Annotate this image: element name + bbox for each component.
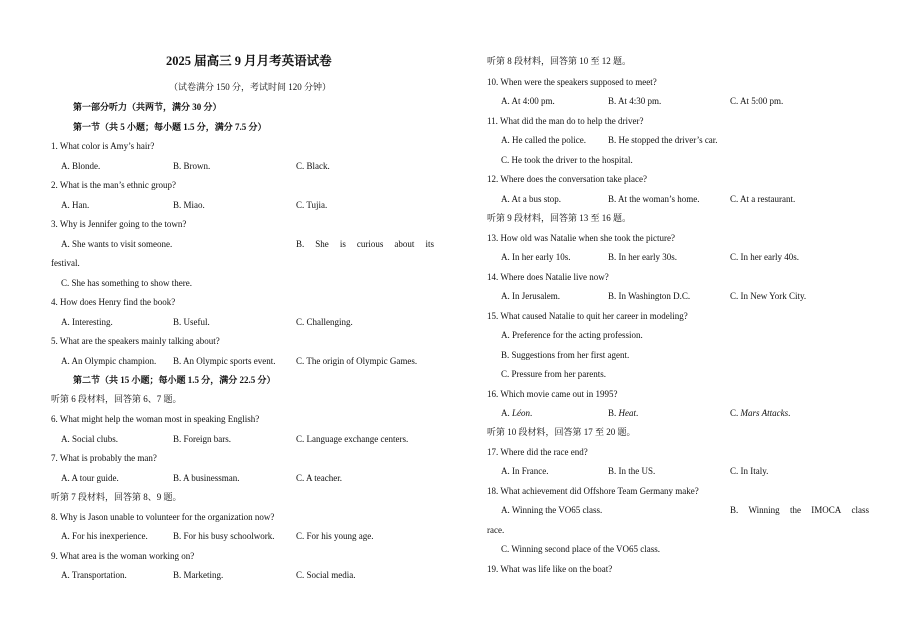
q4-option-c: C. Challenging. (296, 317, 353, 327)
q3-option-b-wrap: festival. (51, 258, 80, 268)
q12-option-b: B. At the woman’s home. (608, 194, 700, 204)
q3-option-b-word: is (339, 239, 346, 249)
q16-option-c-prefix: C. (730, 408, 741, 418)
q16-option-a-prefix: A. (501, 408, 512, 418)
q16-option-a-title: Léon (512, 408, 530, 418)
q4-option-a: A. Interesting. (61, 317, 113, 327)
part1-heading: 第一部分听力（共两节，满分 30 分） (73, 102, 222, 112)
exam-subtitle: （试卷满分 150 分，考试时间 120 分钟） (169, 82, 332, 92)
q10-text: 10. When were the speakers supposed to meet? (487, 77, 657, 87)
q14-option-a: A. In Jerusalem. (501, 291, 560, 301)
q16-option-a (501, 407, 532, 419)
q16-option-b-dot: . (636, 408, 639, 418)
q7-option-b: B. A businessman. (173, 473, 240, 483)
material-8-instruction: 听第 8 段材料，回答第 10 至 12 题。 (487, 56, 632, 66)
q18-text: 18. What achievement did Offshore Team Germany make? (487, 486, 699, 496)
q12-option-c: C. At a restaurant. (730, 194, 796, 204)
q5-option-c: C. The origin of Olympic Games. (296, 356, 418, 366)
q5-option-b: B. An Olympic sports event. (173, 356, 276, 366)
q2-option-b: B. Miao. (173, 200, 205, 210)
q6-option-c: C. Language exchange centers. (296, 434, 409, 444)
q3-option-b-word: She (315, 239, 329, 249)
q18-option-b-word: the (789, 505, 801, 515)
q18-option-b-wrap: race. (487, 525, 505, 535)
material-6-instruction: 听第 6 段材料，回答第 6、7 题。 (51, 394, 182, 404)
q18-option-b (730, 504, 869, 516)
q12-option-a: A. At a bus stop. (501, 194, 562, 204)
q18-option-b-word: class (851, 505, 869, 515)
q6-option-a: A. Social clubs. (61, 434, 118, 444)
q8-option-c: C. For his young age. (296, 531, 374, 541)
q1-text: 1. What color is Amy’s hair? (51, 141, 155, 151)
q9-option-c: C. Social media. (296, 570, 356, 580)
q7-option-c: C. A teacher. (296, 473, 342, 483)
q5-option-a: A. An Olympic champion. (61, 356, 157, 366)
q1-option-c: C. Black. (296, 161, 330, 171)
q13-option-a: A. In her early 10s. (501, 252, 571, 262)
q8-option-b: B. For his busy schoolwork. (173, 531, 275, 541)
q15-option-b: B. Suggestions from her first agent. (501, 350, 630, 360)
q16-option-c-dot: . (788, 408, 791, 418)
q11-option-a: A. He called the police. (501, 135, 586, 145)
q3-option-b-word: curious (356, 239, 384, 249)
q8-option-a: A. For his inexperience. (61, 531, 148, 541)
q7-option-a: A. A tour guide. (61, 473, 119, 483)
q15-option-c: C. Pressure from her parents. (501, 369, 606, 379)
q11-option-b: B. He stopped the driver’s car. (608, 135, 718, 145)
q6-text: 6. What might help the woman most in speaking English? (51, 414, 260, 424)
q15-text: 15. What caused Natalie to quit her career in modeling? (487, 311, 688, 321)
q2-option-c: C. Tujia. (296, 200, 328, 210)
q18-option-b-word: B. (730, 505, 739, 515)
material-7-instruction: 听第 7 段材料，回答第 8、9 题。 (51, 492, 182, 502)
q10-option-b: B. At 4:30 pm. (608, 96, 662, 106)
q18-option-a: A. Winning the VO65 class. (501, 505, 603, 515)
q16-option-b-title: Heat (618, 408, 637, 418)
section1-heading: 第一节（共 5 小题；每小题 1.5 分，满分 7.5 分） (73, 122, 267, 132)
q1-option-a: A. Blonde. (61, 161, 101, 171)
q18-option-c: C. Winning second place of the VO65 class. (501, 544, 661, 554)
material-9-instruction: 听第 9 段材料，回答第 13 至 16 题。 (487, 213, 632, 223)
q14-text: 14. Where does Natalie live now? (487, 272, 609, 282)
q10-option-a: A. At 4:00 pm. (501, 96, 555, 106)
q18-option-b-word: IMOCA (811, 505, 842, 515)
q3-option-b (296, 238, 434, 250)
q18-option-b-word: Winning (748, 505, 780, 515)
q16-text: 16. Which movie came out in 1995? (487, 389, 618, 399)
exam-title: 2025 届高三 9 月月考英语试卷 (166, 54, 332, 68)
q6-option-b: B. Foreign bars. (173, 434, 231, 444)
q13-option-c: C. In her early 40s. (730, 252, 799, 262)
q4-text: 4. How does Henry find the book? (51, 297, 176, 307)
q9-option-a: A. Transportation. (61, 570, 127, 580)
q4-option-b: B. Useful. (173, 317, 210, 327)
q1-option-b: B. Brown. (173, 161, 211, 171)
q8-text: 8. Why is Jason unable to volunteer for the organization now? (51, 512, 275, 522)
material-10-instruction: 听第 10 段材料，回答第 17 至 20 题。 (487, 427, 636, 437)
q3-option-b-word: about (394, 239, 415, 249)
q17-option-c: C. In Italy. (730, 466, 769, 476)
q3-text: 3. Why is Jennifer going to the town? (51, 219, 187, 229)
q7-text: 7. What is probably the man? (51, 453, 157, 463)
q14-option-c: C. In New York City. (730, 291, 807, 301)
q10-option-c: C. At 5:00 pm. (730, 96, 784, 106)
q9-text: 9. What area is the woman working on? (51, 551, 195, 561)
q3-option-a: A. She wants to visit someone. (61, 239, 173, 249)
q13-text: 13. How old was Natalie when she took the picture? (487, 233, 675, 243)
q11-option-c: C. He took the driver to the hospital. (501, 155, 633, 165)
q19-text: 19. What was life like on the boat? (487, 564, 613, 574)
q16-option-b-prefix: B. (608, 408, 619, 418)
q5-text: 5. What are the speakers mainly talking about? (51, 336, 220, 346)
q16-option-c-title: Mars Attacks (740, 408, 789, 418)
q16-option-b (608, 407, 638, 419)
q3-option-b-word: its (425, 239, 434, 249)
q17-option-b: B. In the US. (608, 466, 656, 476)
q2-option-a: A. Han. (61, 200, 90, 210)
q15-option-a: A. Preference for the acting profession. (501, 330, 643, 340)
q13-option-b: B. In her early 30s. (608, 252, 677, 262)
q14-option-b: B. In Washington D.C. (608, 291, 691, 301)
q11-text: 11. What did the man do to help the driver? (487, 116, 644, 126)
q2-text: 2. What is the man’s ethnic group? (51, 180, 177, 190)
q17-text: 17. Where did the race end? (487, 447, 588, 457)
q9-option-b: B. Marketing. (173, 570, 224, 580)
q3-option-b-word: B. (296, 239, 305, 249)
q3-option-c: C. She has something to show there. (61, 278, 192, 288)
q12-text: 12. Where does the conversation take place? (487, 174, 648, 184)
q16-option-c (730, 407, 790, 419)
section2-heading: 第二节（共 15 小题；每小题 1.5 分，满分 22.5 分） (73, 375, 276, 385)
q17-option-a: A. In France. (501, 466, 549, 476)
q16-option-a-dot: . (530, 408, 533, 418)
